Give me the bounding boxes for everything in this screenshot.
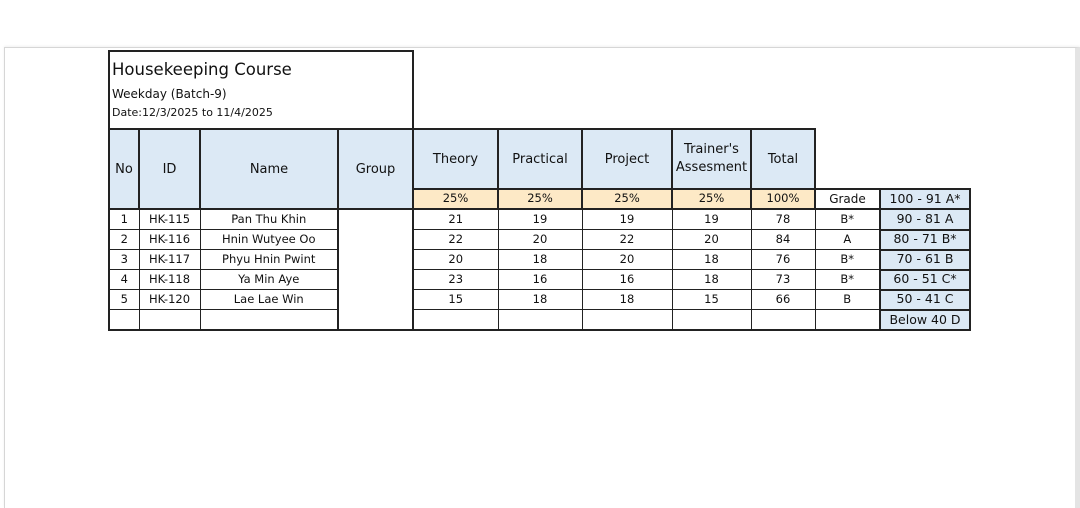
cell-grade: B* xyxy=(815,209,880,230)
grade-scale-item: 70 - 61 B xyxy=(880,250,970,270)
cell-practical: 19 xyxy=(498,209,582,230)
cell-id: HK-118 xyxy=(139,270,200,290)
empty-header-area xyxy=(815,129,970,189)
cell-total xyxy=(751,310,815,331)
cell-id: HK-117 xyxy=(139,250,200,270)
table-row xyxy=(109,290,970,310)
weight-practical: 25% xyxy=(498,189,582,209)
cell-grade: B xyxy=(815,290,880,310)
cell-no: 1 xyxy=(109,209,139,230)
col-header-id: ID xyxy=(139,129,200,209)
cell-theory: 20 xyxy=(413,250,498,270)
cell-theory xyxy=(413,310,498,331)
cell-total: 78 xyxy=(751,209,815,230)
cell-trainer: 15 xyxy=(672,290,751,310)
cell-no: 4 xyxy=(109,270,139,290)
title-block xyxy=(109,51,413,129)
course-title: Housekeeping Course xyxy=(112,60,292,79)
cell-id: HK-116 xyxy=(139,230,200,250)
col-header-theory: Theory xyxy=(413,129,498,189)
cell-total: 84 xyxy=(751,230,815,250)
col-header-total: Total xyxy=(751,129,815,189)
cell-practical: 16 xyxy=(498,270,582,290)
cell-group xyxy=(338,209,413,330)
grade-scale-item: 60 - 51 C* xyxy=(880,270,970,290)
cell-theory: 15 xyxy=(413,290,498,310)
cell-trainer: 19 xyxy=(672,209,751,230)
col-header-group: Group xyxy=(338,129,413,209)
cell-name xyxy=(200,310,338,331)
table-row xyxy=(109,230,970,250)
table-row xyxy=(109,250,970,270)
cell-grade: B* xyxy=(815,250,880,270)
col-header-project: Project xyxy=(582,129,672,189)
weight-trainer: 25% xyxy=(672,189,751,209)
grade-scale-item: 80 - 71 B* xyxy=(880,230,970,250)
date-range: Date:12/3/2025 to 11/4/2025 xyxy=(112,105,273,119)
cell-name: Ya Min Aye xyxy=(200,270,338,290)
grade-scale-item: 90 - 81 A xyxy=(880,209,970,230)
batch-label: Weekday (Batch-9) xyxy=(112,86,227,101)
cell-id xyxy=(139,310,200,331)
cell-project: 16 xyxy=(582,270,672,290)
col-header-practical: Practical xyxy=(498,129,582,189)
col-header-no: No xyxy=(109,129,139,209)
cell-name: Hnin Wutyee Oo xyxy=(200,230,338,250)
weight-total: 100% xyxy=(751,189,815,209)
cell-total: 66 xyxy=(751,290,815,310)
cell-trainer: 18 xyxy=(672,250,751,270)
cell-theory: 21 xyxy=(413,209,498,230)
cell-trainer: 20 xyxy=(672,230,751,250)
cell-id: HK-120 xyxy=(139,290,200,310)
cell-project: 18 xyxy=(582,290,672,310)
table-row xyxy=(109,209,970,230)
cell-theory: 23 xyxy=(413,270,498,290)
col-header-trainer xyxy=(672,129,751,189)
cell-theory: 22 xyxy=(413,230,498,250)
grade-scale-item: 100 - 91 A* xyxy=(880,189,970,209)
cell-project: 20 xyxy=(582,250,672,270)
cell-practical: 18 xyxy=(498,250,582,270)
cell-no xyxy=(109,310,139,331)
cell-practical: 18 xyxy=(498,290,582,310)
col-header-grade: Grade xyxy=(815,189,880,209)
table-row xyxy=(109,270,970,290)
cell-project: 22 xyxy=(582,230,672,250)
cell-no: 5 xyxy=(109,290,139,310)
cell-trainer xyxy=(672,310,751,331)
cell-no: 2 xyxy=(109,230,139,250)
cell-practical: 20 xyxy=(498,230,582,250)
col-header-name: Name xyxy=(200,129,338,209)
spreadsheet xyxy=(108,50,971,331)
cell-practical xyxy=(498,310,582,331)
cell-no: 3 xyxy=(109,250,139,270)
grade-scale-item: Below 40 D xyxy=(880,310,970,331)
cell-project xyxy=(582,310,672,331)
cell-grade: A xyxy=(815,230,880,250)
table-row-empty xyxy=(109,310,970,331)
cell-grade: B* xyxy=(815,270,880,290)
trainer-label-line1: Trainer's xyxy=(684,142,739,158)
grade-table xyxy=(108,50,971,331)
weight-project: 25% xyxy=(582,189,672,209)
cell-name: Phyu Hnin Pwint xyxy=(200,250,338,270)
trainer-label-line2: Assesment xyxy=(675,160,748,175)
cell-name: Pan Thu Khin xyxy=(200,209,338,230)
cell-id: HK-115 xyxy=(139,209,200,230)
cell-grade xyxy=(815,310,880,331)
grade-scale-item: 50 - 41 C xyxy=(880,290,970,310)
cell-total: 76 xyxy=(751,250,815,270)
cell-total: 73 xyxy=(751,270,815,290)
weight-theory: 25% xyxy=(413,189,498,209)
cell-project: 19 xyxy=(582,209,672,230)
empty-area xyxy=(413,51,970,129)
cell-name: Lae Lae Win xyxy=(200,290,338,310)
cell-trainer: 18 xyxy=(672,270,751,290)
